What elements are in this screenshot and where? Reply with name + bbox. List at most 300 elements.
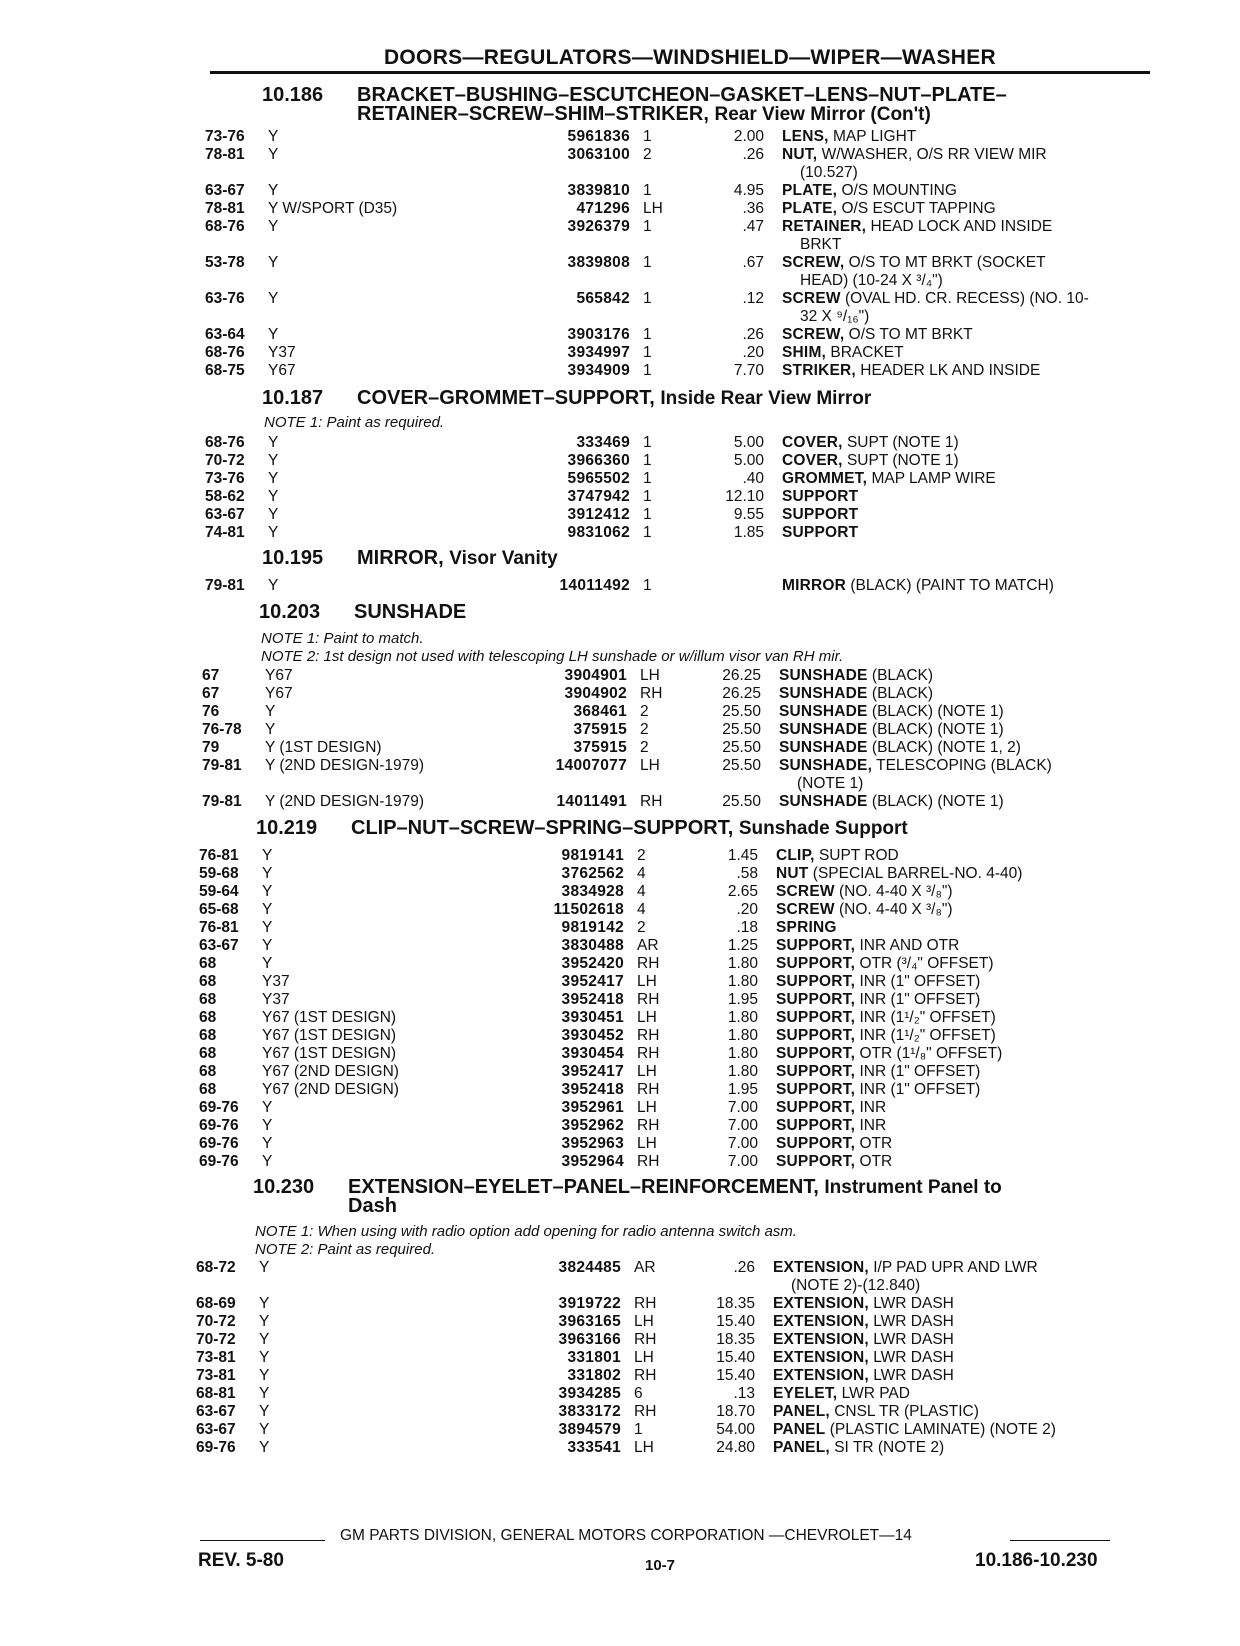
description <box>779 793 1004 811</box>
part-number: 3934909 <box>567 362 630 379</box>
description-continuation: (10.527) <box>800 164 858 181</box>
description-keyword: STRIKER, <box>782 362 856 379</box>
part-number: 3963165 <box>558 1313 621 1330</box>
price: 1.95 <box>727 991 758 1008</box>
table-row <box>0 1135 1234 1153</box>
table-row <box>0 1063 1234 1081</box>
description <box>779 667 933 685</box>
quantity: RH <box>634 1295 657 1312</box>
part-number: 3839810 <box>567 182 630 199</box>
description <box>776 955 994 973</box>
part-number: 3063100 <box>567 146 630 163</box>
price: 12.10 <box>725 488 764 505</box>
price: 7.00 <box>727 1153 758 1170</box>
quantity: RH <box>637 1045 660 1062</box>
section-number: 10.203 <box>259 601 321 623</box>
section-title-line: MIRROR, <box>357 547 444 569</box>
quantity: RH <box>637 1153 660 1170</box>
footer-rule-right <box>1010 1540 1110 1541</box>
description <box>782 488 858 506</box>
model-years: 68 <box>199 955 217 972</box>
section-qualifier: Sunshade Support <box>738 818 908 839</box>
description-text: OTR <box>859 1135 893 1152</box>
model-years: 68-76 <box>205 434 245 451</box>
model-years: 68-76 <box>205 218 245 235</box>
model-years: 70-72 <box>196 1331 236 1348</box>
description-continuation: (NOTE 2)-(12.840) <box>791 1277 921 1294</box>
model-code: Y67 (1ST DESIGN) <box>262 1045 397 1062</box>
price: .40 <box>742 470 764 487</box>
description-continuation: (NOTE 1) <box>797 775 864 792</box>
model-years: 63-67 <box>199 937 239 954</box>
model-years: 69-76 <box>199 1117 239 1134</box>
part-number: 3952418 <box>561 1081 624 1098</box>
section-title <box>357 86 1127 124</box>
model-code: Y67 <box>265 667 293 684</box>
model-years: 68-75 <box>205 362 245 379</box>
part-number: 14011492 <box>559 577 630 594</box>
quantity: RH <box>634 1367 657 1384</box>
model-years: 68 <box>199 1081 217 1098</box>
table-row-continuation <box>0 236 1240 254</box>
description-keyword: SCREW <box>776 901 835 918</box>
price: .20 <box>736 901 758 918</box>
model-code: Y (1ST DESIGN) <box>265 739 382 756</box>
description-text: W/WASHER, O/S RR VIEW MIR <box>821 146 1047 163</box>
model-years: 73-76 <box>205 470 245 487</box>
description-keyword: EXTENSION, <box>773 1367 869 1384</box>
description <box>782 326 973 344</box>
description <box>773 1259 1038 1277</box>
section-number: 10.195 <box>262 547 324 569</box>
quantity: LH <box>637 1099 657 1116</box>
description-continuation: BRKT <box>800 236 842 253</box>
model-code: Y <box>262 937 273 954</box>
part-number: 3930451 <box>561 1009 624 1026</box>
table-row <box>0 1367 1231 1385</box>
quantity: 6 <box>634 1385 643 1402</box>
model-code: Y <box>262 1153 273 1170</box>
price: 4.95 <box>733 182 764 199</box>
description <box>782 218 1052 236</box>
quantity: RH <box>634 1331 657 1348</box>
description <box>773 1439 944 1457</box>
model-code: Y <box>268 182 279 199</box>
description-text: LWR DASH <box>873 1295 954 1312</box>
description-text: LWR DASH <box>873 1331 954 1348</box>
quantity: RH <box>637 1081 660 1098</box>
part-number: 3952961 <box>561 1099 624 1116</box>
table-row <box>0 901 1234 919</box>
part-number: 14007077 <box>555 757 627 774</box>
section-note: NOTE 1: Paint as required. <box>264 414 445 431</box>
model-code: Y <box>262 1117 273 1134</box>
part-number: 9831062 <box>567 524 630 541</box>
quantity: 2 <box>640 721 649 738</box>
table-row-continuation <box>0 164 1240 182</box>
description-keyword: EXTENSION, <box>773 1331 869 1348</box>
table-row-continuation <box>0 775 1237 793</box>
description <box>782 524 858 542</box>
description <box>776 919 837 937</box>
model-years: 76-81 <box>199 919 239 936</box>
table-row <box>0 757 1237 775</box>
table-row <box>0 667 1237 685</box>
quantity: 1 <box>643 254 652 271</box>
table-row <box>0 1099 1234 1117</box>
description <box>776 865 1022 883</box>
description <box>782 344 904 362</box>
description <box>776 937 959 955</box>
description <box>782 254 1046 272</box>
description-text: HEADER LK AND INSIDE <box>860 362 1041 379</box>
description-text: OTR (1¹/₈" OFFSET) <box>859 1045 1003 1062</box>
table-row <box>0 1153 1234 1171</box>
section-qualifier: Rear View Mirror (Con't) <box>714 104 931 125</box>
model-years: 68 <box>199 1009 217 1026</box>
model-years: 73-81 <box>196 1367 236 1384</box>
description <box>773 1367 954 1385</box>
part-number: 471296 <box>576 200 630 217</box>
table-row <box>0 452 1240 470</box>
price: 25.50 <box>722 739 761 756</box>
part-number: 3934285 <box>558 1385 621 1402</box>
price: .18 <box>736 919 758 936</box>
description <box>779 685 933 703</box>
part-number: 3824485 <box>558 1259 621 1276</box>
table-row <box>0 290 1240 308</box>
model-code: Y67 (1ST DESIGN) <box>262 1027 397 1044</box>
description <box>779 703 1004 721</box>
price: .13 <box>733 1385 755 1402</box>
description-keyword: SUPPORT, <box>776 973 856 990</box>
description-text: LWR DASH <box>873 1367 954 1384</box>
table-row <box>0 1259 1231 1277</box>
description <box>776 1009 996 1027</box>
description-keyword: SCREW, <box>782 326 845 343</box>
section-qualifier: Visor Vanity <box>449 548 558 569</box>
part-number: 3952418 <box>561 991 624 1008</box>
price: 18.35 <box>716 1295 755 1312</box>
model-years: 70-72 <box>205 452 245 469</box>
price: 1.80 <box>727 1045 758 1062</box>
table-row <box>0 524 1240 542</box>
part-number: 3839808 <box>567 254 630 271</box>
description-text: (NO. 4-40 X ³/₈") <box>839 901 953 918</box>
description-text: OTR <box>859 1153 893 1170</box>
price: 25.50 <box>722 703 761 720</box>
part-number: 3830488 <box>561 937 624 954</box>
price: 1.25 <box>727 937 758 954</box>
description-keyword: EYELET, <box>773 1385 838 1402</box>
description <box>773 1385 910 1403</box>
part-number: 5965502 <box>567 470 630 487</box>
price: 1.95 <box>727 1081 758 1098</box>
model-years: 69-76 <box>199 1153 239 1170</box>
quantity: RH <box>637 955 660 972</box>
description <box>782 434 959 452</box>
description-keyword: SCREW <box>782 290 841 307</box>
price: 25.50 <box>722 793 761 810</box>
price: 26.25 <box>722 667 761 684</box>
description-text: MAP LIGHT <box>832 128 917 145</box>
description-keyword: EXTENSION, <box>773 1313 869 1330</box>
description-text: INR (1" OFFSET) <box>859 1081 981 1098</box>
description <box>782 577 1054 595</box>
description-keyword: SPRING <box>776 919 837 936</box>
description-text: INR <box>859 1099 887 1116</box>
price: 1.80 <box>727 1009 758 1026</box>
part-number: 3952417 <box>561 1063 624 1080</box>
description-text: O/S TO MT BRKT <box>848 326 973 343</box>
description-keyword: SHIM, <box>782 344 827 361</box>
description-continuation: HEAD) (10-24 X ³/₄") <box>800 272 943 289</box>
model-code: Y W/SPORT (D35) <box>268 200 398 217</box>
quantity: RH <box>637 1117 660 1134</box>
description-text: (BLACK) <box>871 685 934 702</box>
description-text: INR (1¹/₂" OFFSET) <box>859 1009 996 1026</box>
description-keyword: SUPPORT, <box>776 1153 856 1170</box>
table-row <box>0 1439 1231 1457</box>
description <box>773 1295 954 1313</box>
footer-page-number: 10-7 <box>645 1557 676 1574</box>
description-continuation: 32 X ⁹/₁₆") <box>800 308 870 325</box>
description-text: (BLACK) (NOTE 1) <box>871 721 1004 738</box>
model-code: Y <box>259 1349 270 1366</box>
table-row <box>0 577 1240 595</box>
table-row <box>0 883 1234 901</box>
table-row <box>0 847 1234 865</box>
description-text: SUPT (NOTE 1) <box>846 434 959 451</box>
model-years: 68-81 <box>196 1385 236 1402</box>
part-number: 3934997 <box>567 344 630 361</box>
section-title-line: Dash <box>348 1195 397 1217</box>
quantity: LH <box>640 757 660 774</box>
model-code: Y <box>262 883 273 900</box>
model-code: Y <box>259 1313 270 1330</box>
description-keyword: SUPPORT <box>782 488 859 505</box>
part-number: 375915 <box>573 739 627 756</box>
table-row <box>0 254 1240 272</box>
description <box>773 1421 1056 1439</box>
part-number: 565842 <box>576 290 630 307</box>
model-code: Y <box>262 919 273 936</box>
quantity: 1 <box>643 434 652 451</box>
model-years: 63-64 <box>205 326 245 343</box>
description-keyword: SUNSHADE <box>779 703 868 720</box>
model-code: Y <box>265 721 276 738</box>
model-code: Y <box>262 955 273 972</box>
part-number: 3952417 <box>561 973 624 990</box>
quantity: 1 <box>643 470 652 487</box>
model-code: Y67 <box>265 685 293 702</box>
section-title <box>354 603 1124 622</box>
part-number: 368461 <box>573 703 627 720</box>
description <box>773 1313 954 1331</box>
title-rule <box>210 71 1150 74</box>
description <box>776 991 980 1009</box>
model-code: Y <box>259 1367 270 1384</box>
part-number: 9819141 <box>561 847 624 864</box>
model-code: Y67 <box>268 362 296 379</box>
quantity: 2 <box>640 739 649 756</box>
description-keyword: RETAINER, <box>782 218 867 235</box>
description <box>776 1045 1002 1063</box>
model-years: 67 <box>202 685 220 702</box>
quantity: LH <box>634 1313 654 1330</box>
section-note: NOTE 1: When using with radio option add opening for radio antenna switch asm. <box>255 1223 797 1240</box>
description-text: SI TR (NOTE 2) <box>834 1439 945 1456</box>
part-number: 375915 <box>573 721 627 738</box>
model-years: 73-81 <box>196 1349 236 1366</box>
part-number: 3833172 <box>558 1403 621 1420</box>
part-number: 3952962 <box>561 1117 624 1134</box>
description-keyword: PLATE, <box>782 182 838 199</box>
model-years: 76-78 <box>202 721 242 738</box>
table-row <box>0 703 1237 721</box>
description <box>773 1403 979 1421</box>
description <box>776 973 980 991</box>
price: .58 <box>736 865 758 882</box>
description <box>779 739 1021 757</box>
table-row <box>0 1009 1234 1027</box>
description-text: INR (1" OFFSET) <box>859 991 981 1008</box>
part-number: 331802 <box>567 1367 621 1384</box>
description-keyword: SUPPORT, <box>776 955 856 972</box>
model-years: 68 <box>199 1063 217 1080</box>
description-keyword: SUPPORT, <box>776 1117 856 1134</box>
model-code: Y <box>262 1135 273 1152</box>
price: 15.40 <box>716 1313 755 1330</box>
price: .26 <box>733 1259 755 1276</box>
description-text: SUPT ROD <box>818 847 899 864</box>
description <box>782 470 996 488</box>
description-text: (BLACK) (NOTE 1, 2) <box>871 739 1021 756</box>
price: 18.70 <box>716 1403 755 1420</box>
price: .36 <box>742 200 764 217</box>
part-number: 3926379 <box>567 218 630 235</box>
description-keyword: PANEL, <box>773 1403 830 1420</box>
quantity: 1 <box>643 452 652 469</box>
model-code: Y <box>262 901 273 918</box>
quantity: 2 <box>637 847 646 864</box>
model-years: 58-62 <box>205 488 245 505</box>
quantity: 1 <box>643 577 652 594</box>
part-number: 3904901 <box>564 667 627 684</box>
table-row <box>0 1313 1231 1331</box>
model-code: Y <box>259 1259 270 1276</box>
part-number: 14011491 <box>556 793 627 810</box>
part-number: 3747942 <box>567 488 630 505</box>
description <box>776 883 953 901</box>
table-row-continuation <box>0 308 1240 326</box>
price: 24.80 <box>716 1439 755 1456</box>
description-text: BRACKET <box>830 344 904 361</box>
price: 25.50 <box>722 721 761 738</box>
description <box>776 1063 980 1081</box>
table-row <box>0 488 1240 506</box>
quantity: LH <box>634 1439 654 1456</box>
description-text: CNSL TR (PLASTIC) <box>834 1403 979 1420</box>
model-years: 68 <box>199 1027 217 1044</box>
price: 2.00 <box>733 128 764 145</box>
price: 1.80 <box>727 1063 758 1080</box>
quantity: 1 <box>643 362 652 379</box>
description-keyword: CLIP, <box>776 847 815 864</box>
model-code: Y <box>268 577 279 594</box>
part-number: 3952964 <box>561 1153 624 1170</box>
price: 25.50 <box>722 757 761 774</box>
description-keyword: LENS, <box>782 128 829 145</box>
model-years: 67 <box>202 667 220 684</box>
section-qualifier: Inside Rear View Mirror <box>660 388 872 409</box>
model-code: Y67 (1ST DESIGN) <box>262 1009 397 1026</box>
part-number: 3919722 <box>558 1295 621 1312</box>
description-text: (BLACK) (NOTE 1) <box>871 793 1004 810</box>
model-years: 53-78 <box>205 254 245 271</box>
quantity: 4 <box>637 901 646 918</box>
footer-revision: REV. 5-80 <box>198 1550 284 1571</box>
description-keyword: PANEL <box>773 1421 826 1438</box>
model-code: Y37 <box>262 973 290 990</box>
quantity: 1 <box>643 524 652 541</box>
description <box>779 721 1004 739</box>
description-text: O/S TO MT BRKT (SOCKET <box>848 254 1046 271</box>
table-row <box>0 146 1240 164</box>
table-row <box>0 326 1240 344</box>
model-years: 65-68 <box>199 901 239 918</box>
description-keyword: SCREW, <box>782 254 845 271</box>
model-code: Y <box>262 1099 273 1116</box>
model-years: 68-76 <box>205 344 245 361</box>
quantity: LH <box>637 1009 657 1026</box>
quantity: 1 <box>643 290 652 307</box>
model-code: Y <box>268 218 279 235</box>
model-years: 79 <box>202 739 220 756</box>
part-number: 3930452 <box>561 1027 624 1044</box>
description <box>773 1331 954 1349</box>
description-text: (PLASTIC LAMINATE) (NOTE 2) <box>829 1421 1056 1438</box>
price: 15.40 <box>716 1349 755 1366</box>
description <box>776 1027 996 1045</box>
model-code: Y <box>262 847 273 864</box>
model-code: Y <box>268 506 279 523</box>
description-text: O/S ESCUT TAPPING <box>841 200 996 217</box>
description-keyword: SUPPORT <box>782 524 859 541</box>
table-row <box>0 685 1237 703</box>
price: 1.80 <box>727 955 758 972</box>
model-years: 79-81 <box>202 757 242 774</box>
model-years: 63-67 <box>196 1403 236 1420</box>
quantity: RH <box>634 1403 657 1420</box>
table-row <box>0 1295 1231 1313</box>
quantity: 1 <box>643 182 652 199</box>
quantity: RH <box>640 685 663 702</box>
description <box>782 290 1089 308</box>
model-years: 78-81 <box>205 200 245 217</box>
description-text: HEAD LOCK AND INSIDE <box>870 218 1053 235</box>
quantity: RH <box>637 1027 660 1044</box>
table-row <box>0 1027 1234 1045</box>
description-text: (BLACK) (PAINT TO MATCH) <box>850 577 1054 594</box>
part-number: 331801 <box>567 1349 621 1366</box>
description-keyword: SUPPORT <box>782 506 859 523</box>
part-number: 3762562 <box>561 865 624 882</box>
quantity: 1 <box>643 218 652 235</box>
table-row <box>0 1385 1231 1403</box>
part-number: 3904902 <box>564 685 627 702</box>
section-title-line: SUNSHADE <box>354 601 467 623</box>
